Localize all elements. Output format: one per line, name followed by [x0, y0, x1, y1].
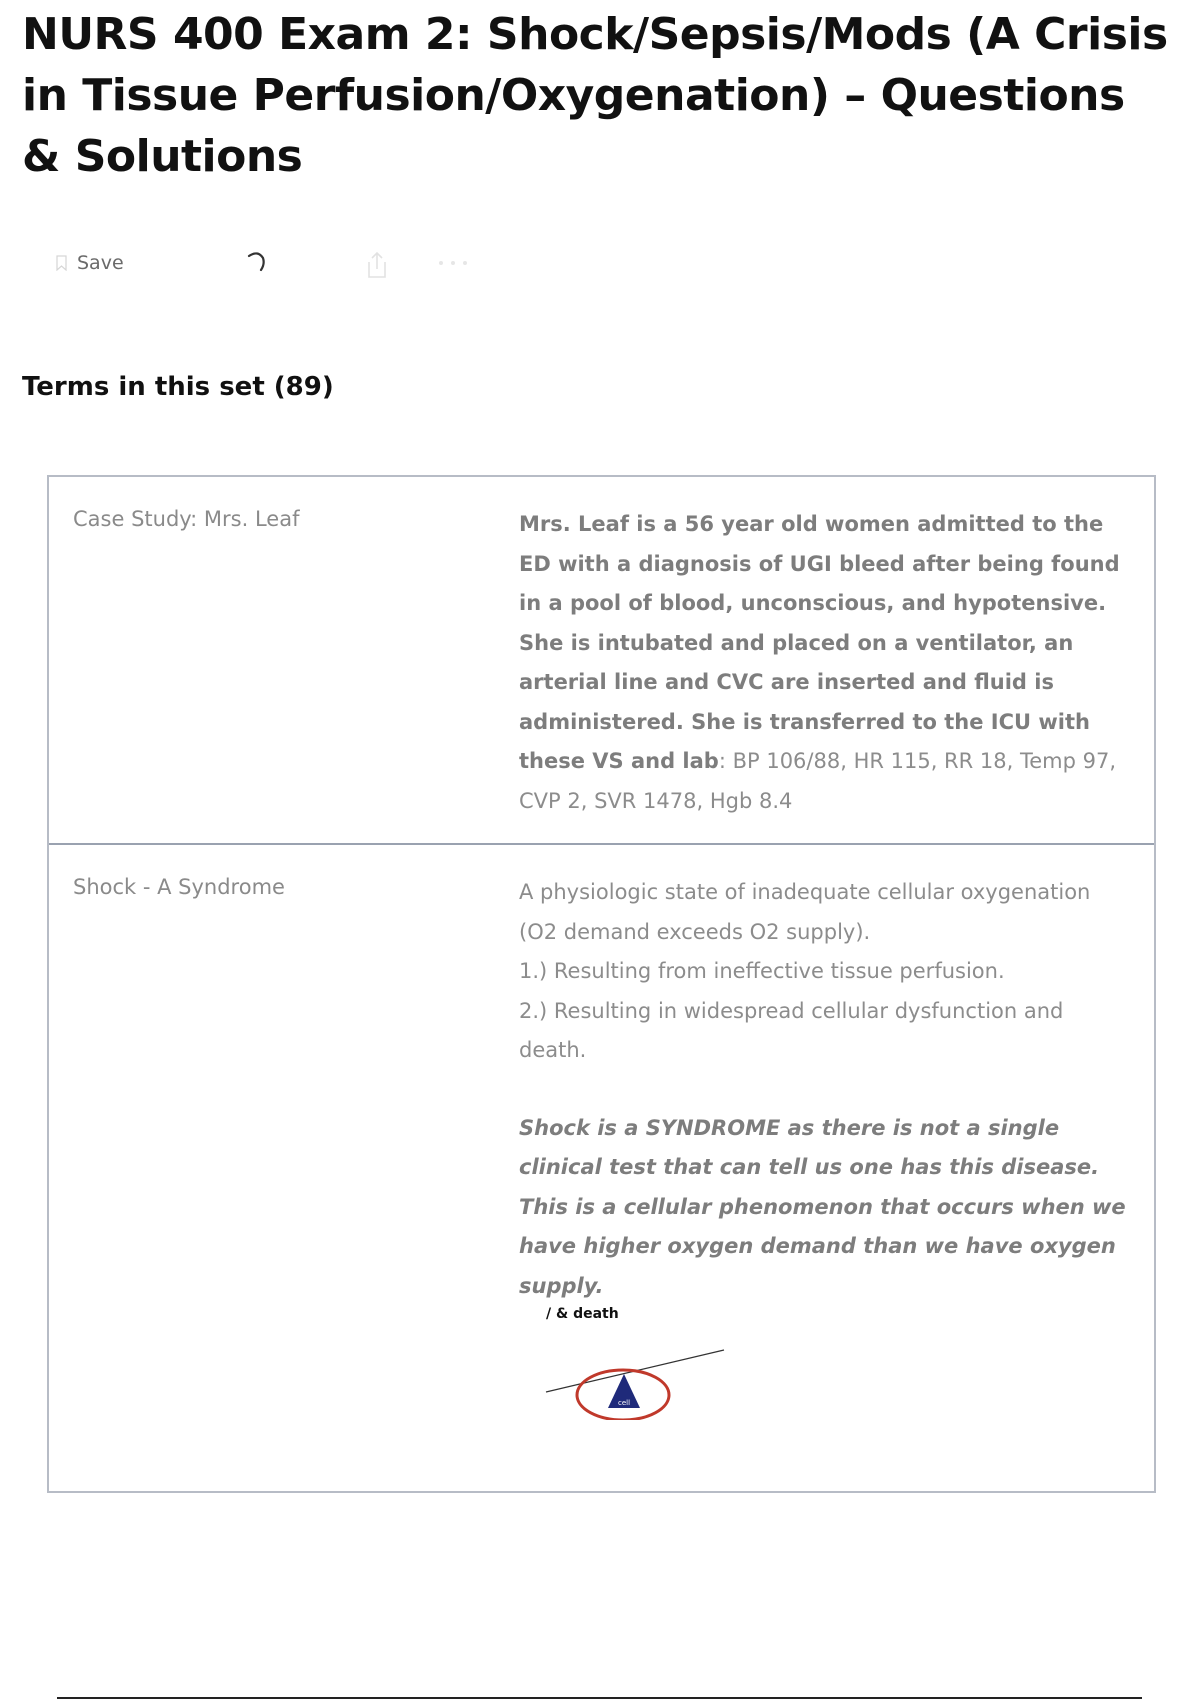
definition-line: 2.) Resulting in widespread cellular dysfunction and death. — [519, 998, 1064, 1062]
spinner-icon[interactable] — [244, 248, 270, 278]
save-label: Save — [77, 252, 124, 274]
term-word: Case Study: Mrs. Leaf — [73, 507, 300, 531]
definition-emphasis: Shock is a SYNDROME as there is not a single clinical test that can tell us one has this disease. This is a cellular phenomenon that occurs when we have higher oxygen demand than we have oxygen supply. — [519, 1115, 1126, 1298]
terms-heading: Terms in this set (89) — [22, 372, 334, 402]
bottom-divider — [57, 1697, 1142, 1699]
save-button[interactable] — [56, 252, 124, 274]
cell-label: cell — [617, 1399, 631, 1407]
page-title: NURS 400 Exam 2: Shock/Sepsis/Mods (A Crisis in Tissue Perfusion/Oxygenation) – Questions & Solutions — [22, 9, 1168, 182]
more-icon[interactable] — [436, 258, 470, 268]
term-definition — [519, 477, 1154, 843]
definition-text: : BP 106/88, HR 115, RR 18, Temp 97, CVP 2, SVR 1478, Hgb 8.4 — [519, 749, 1117, 813]
definition-text-bold: Mrs. Leaf is a 56 year old women admitted to the ED with a diagnosis of UGI bleed after being found in a pool of blood, unconscious, and hypotensive. She is intubated and placed on a ventilator, an arterial line and CVC are inserted and fluid is administered. She is transferred to the ICU with these VS and lab — [519, 512, 1120, 773]
definition-line: A physiologic state of inadequate cellular oxygenation (O2 demand exceeds O2 supply). — [519, 880, 1091, 944]
definition-line: 1.) Resulting from ineffective tissue perfusion. — [519, 959, 1005, 983]
bookmark-icon — [56, 255, 67, 271]
diagram-caption: / & death — [546, 1306, 619, 1322]
toolbar — [48, 246, 548, 286]
share-icon[interactable] — [364, 250, 390, 280]
term-word: Shock - A Syndrome — [73, 875, 285, 899]
term-row[interactable] — [49, 477, 1154, 843]
cell-diagram-image — [544, 1300, 734, 1420]
